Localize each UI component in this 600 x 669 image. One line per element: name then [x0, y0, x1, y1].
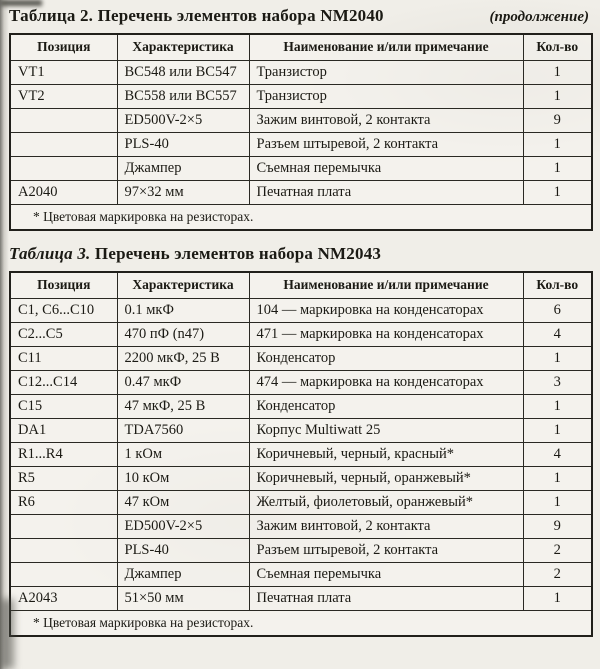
- position-cell: VT2: [10, 84, 117, 108]
- description-cell: Зажим винтовой, 2 контакта: [249, 108, 523, 132]
- table3-body: [10, 298, 592, 610]
- position-cell: [10, 108, 117, 132]
- characteristic-cell: 47 мкФ, 25 В: [117, 394, 249, 418]
- quantity-cell: 2: [523, 538, 592, 562]
- quantity-cell: 1: [523, 180, 592, 204]
- table-row: [10, 490, 592, 514]
- parts-table-nm2043: [9, 271, 593, 637]
- position-cell: C2...C5: [10, 322, 117, 346]
- characteristic-cell: 10 кОм: [117, 466, 249, 490]
- characteristic-cell: 1 кОм: [117, 442, 249, 466]
- position-cell: A2040: [10, 180, 117, 204]
- table3-title: [9, 244, 381, 264]
- column-header-position: Позиция: [10, 272, 117, 298]
- description-cell: Печатная плата: [249, 180, 523, 204]
- table2-title-text: Перечень элементов набора NM2040: [93, 6, 384, 25]
- table-row: [10, 322, 592, 346]
- quantity-cell: 4: [523, 322, 592, 346]
- position-cell: C15: [10, 394, 117, 418]
- table-row: [10, 298, 592, 322]
- quantity-cell: 1: [523, 60, 592, 84]
- table3-section: [9, 244, 591, 637]
- table2-section: [9, 6, 591, 231]
- quantity-cell: 1: [523, 132, 592, 156]
- column-header-characteristic: Характеристика: [117, 272, 249, 298]
- description-cell: Печатная плата: [249, 586, 523, 610]
- characteristic-cell: Джампер: [117, 156, 249, 180]
- table-row: [10, 346, 592, 370]
- column-header-description: Наименование и/или примечание: [249, 272, 523, 298]
- footnote-row: [10, 610, 592, 636]
- quantity-cell: 1: [523, 394, 592, 418]
- position-cell: R5: [10, 466, 117, 490]
- description-cell: Съемная перемычка: [249, 562, 523, 586]
- quantity-cell: 1: [523, 156, 592, 180]
- characteristic-cell: PLS-40: [117, 538, 249, 562]
- description-cell: Корпус Multiwatt 25: [249, 418, 523, 442]
- quantity-cell: 9: [523, 108, 592, 132]
- description-cell: 471 — маркировка на конденсаторах: [249, 322, 523, 346]
- characteristic-cell: 0.47 мкФ: [117, 370, 249, 394]
- quantity-cell: 1: [523, 346, 592, 370]
- continuation-label: (продолжение): [489, 9, 589, 25]
- position-cell: [10, 132, 117, 156]
- position-cell: C1, C6...C10: [10, 298, 117, 322]
- table-row: [10, 132, 592, 156]
- characteristic-cell: Джампер: [117, 562, 249, 586]
- position-cell: A2043: [10, 586, 117, 610]
- table3-footnote: * Цветовая маркировка на резисторах.: [10, 610, 592, 636]
- quantity-cell: 1: [523, 586, 592, 610]
- table-row: [10, 514, 592, 538]
- description-cell: Съемная перемычка: [249, 156, 523, 180]
- characteristic-cell: 97×32 мм: [117, 180, 249, 204]
- description-cell: Коричневый, черный, красный*: [249, 442, 523, 466]
- characteristic-cell: 47 кОм: [117, 490, 249, 514]
- characteristic-cell: 470 пФ (n47): [117, 322, 249, 346]
- table-row: [10, 442, 592, 466]
- characteristic-cell: ED500V-2×5: [117, 514, 249, 538]
- position-cell: DA1: [10, 418, 117, 442]
- position-cell: [10, 562, 117, 586]
- header-row: [10, 272, 592, 298]
- quantity-cell: 3: [523, 370, 592, 394]
- table-row: [10, 108, 592, 132]
- description-cell: Разъем штыревой, 2 контакта: [249, 538, 523, 562]
- description-cell: Конденсатор: [249, 346, 523, 370]
- table3-title-row: [9, 244, 591, 264]
- quantity-cell: 1: [523, 84, 592, 108]
- table2-title-number: Таблица 2.: [9, 6, 94, 25]
- parts-table-nm2040: [9, 33, 593, 231]
- column-header-position: Позиция: [10, 34, 117, 60]
- scan-smudge-bottom-left: [0, 599, 14, 669]
- table2-header: [10, 34, 592, 60]
- table-row: [10, 84, 592, 108]
- table-row: [10, 466, 592, 490]
- quantity-cell: 1: [523, 490, 592, 514]
- description-cell: Транзистор: [249, 60, 523, 84]
- table-row: [10, 418, 592, 442]
- footnote-row: [10, 204, 592, 230]
- table2-title-row: [9, 6, 591, 26]
- table-row: [10, 394, 592, 418]
- description-cell: Транзистор: [249, 84, 523, 108]
- position-cell: R1...R4: [10, 442, 117, 466]
- characteristic-cell: ED500V-2×5: [117, 108, 249, 132]
- characteristic-cell: 2200 мкФ, 25 В: [117, 346, 249, 370]
- position-cell: [10, 156, 117, 180]
- description-cell: 104 — маркировка на конденсаторах: [249, 298, 523, 322]
- table-row: [10, 538, 592, 562]
- description-cell: 474 — маркировка на конденсаторах: [249, 370, 523, 394]
- position-cell: [10, 514, 117, 538]
- quantity-cell: 1: [523, 418, 592, 442]
- quantity-cell: 4: [523, 442, 592, 466]
- description-cell: Желтый, фиолетовый, оранжевый*: [249, 490, 523, 514]
- scan-edge-artifact: [0, 0, 9, 669]
- column-header-quantity: Кол-во: [523, 34, 592, 60]
- description-cell: Коричневый, черный, оранжевый*: [249, 466, 523, 490]
- quantity-cell: 2: [523, 562, 592, 586]
- table2-footnote: * Цветовая маркировка на резисторах.: [10, 204, 592, 230]
- table3-header: [10, 272, 592, 298]
- table3-foot: [10, 610, 592, 636]
- table3-title-text: Перечень элементов набора NM2043: [90, 244, 382, 263]
- position-cell: R6: [10, 490, 117, 514]
- position-cell: C12...C14: [10, 370, 117, 394]
- table2-body: [10, 60, 592, 204]
- table-row: [10, 60, 592, 84]
- table2-title: [9, 6, 384, 26]
- column-header-quantity: Кол-во: [523, 272, 592, 298]
- characteristic-cell: BC558 или BC557: [117, 84, 249, 108]
- table-row: [10, 586, 592, 610]
- header-row: [10, 34, 592, 60]
- description-cell: Зажим винтовой, 2 контакта: [249, 514, 523, 538]
- column-header-description: Наименование и/или примечание: [249, 34, 523, 60]
- description-cell: Конденсатор: [249, 394, 523, 418]
- table2-foot: [10, 204, 592, 230]
- position-cell: C11: [10, 346, 117, 370]
- description-cell: Разъем штыревой, 2 контакта: [249, 132, 523, 156]
- characteristic-cell: BC548 или BC547: [117, 60, 249, 84]
- position-cell: [10, 538, 117, 562]
- table-row: [10, 156, 592, 180]
- table-row: [10, 180, 592, 204]
- quantity-cell: 9: [523, 514, 592, 538]
- table3-title-number: Таблица 3.: [9, 244, 91, 263]
- characteristic-cell: TDA7560: [117, 418, 249, 442]
- position-cell: VT1: [10, 60, 117, 84]
- characteristic-cell: PLS-40: [117, 132, 249, 156]
- table-row: [10, 562, 592, 586]
- quantity-cell: 1: [523, 466, 592, 490]
- scan-smudge-top-left: [0, 0, 42, 6]
- table-row: [10, 370, 592, 394]
- characteristic-cell: 0.1 мкФ: [117, 298, 249, 322]
- quantity-cell: 6: [523, 298, 592, 322]
- column-header-characteristic: Характеристика: [117, 34, 249, 60]
- characteristic-cell: 51×50 мм: [117, 586, 249, 610]
